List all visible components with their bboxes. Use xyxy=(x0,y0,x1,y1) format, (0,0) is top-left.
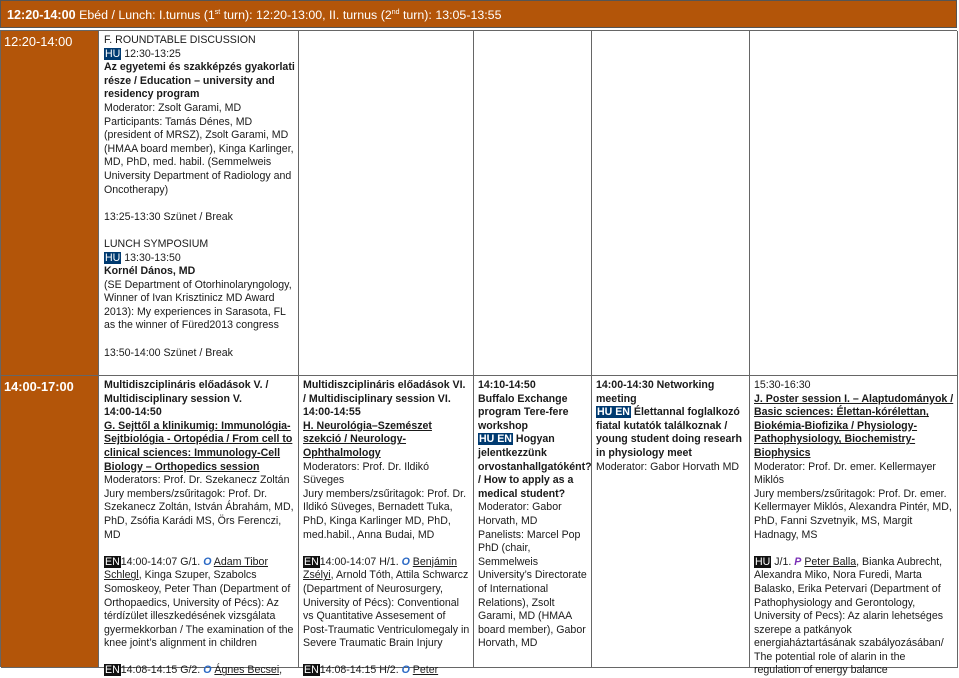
row-time-cell xyxy=(1,376,99,668)
poster-badge: P xyxy=(794,555,802,568)
schedule-grid xyxy=(0,30,957,677)
presenting-author: Ágnes Becsei xyxy=(214,664,280,677)
schedule-row-lunch xyxy=(1,31,958,376)
language-badge: HU EN xyxy=(479,433,512,446)
roundtable-topic: Az egyetemi és szakképzés gyakorlati része / Education – university and residency program xyxy=(104,61,295,101)
poster-j1: HU J/1. P Peter Balla, Bianka Aubrecht, Alexandra Miko, Nora Furedi, Marta Balasko, Erika Petervari (Department of Pathophysiology and Gerontology, University of Pecs): Az alarin lehetséges szerepe a patkányok energiaháztartásának szabályozásában/ The potential role of alarin in the regulation of energy balance xyxy=(754,555,944,677)
oral-badge: O xyxy=(401,555,410,568)
empty-cell xyxy=(474,31,592,376)
poster-jury: Jury members/zsűritagok: Prof. Dr. emer. Kellermayer Miklós, Alexandra Pintér, MD, PhD, Fanni Szvetnyik, MS, Margit Hadnagy, MS xyxy=(754,487,952,541)
presenting-author: Peter xyxy=(412,664,439,677)
language-badge: HU EN xyxy=(597,406,630,419)
oral-badge: O xyxy=(203,664,212,677)
language-badge: EN xyxy=(105,664,120,677)
talk-h1: EN14:00-14:07 H/1. O Benjámin Zsélyi, Arnold Tóth, Attila Schwarcz (Department of Neurosurgery, University of Pécs): Conventional vs Quantitative Assesement of Post-Traumatic Ventriculomegaly in Severe Traumatic Brain Injury xyxy=(303,555,470,650)
symposium-title: LUNCH SYMPOSIUM xyxy=(104,237,209,250)
symposium-break: 13:50-14:00 Szünet / Break xyxy=(104,346,233,359)
session-vi-section: H. Neurológia–Szemészet szekció / Neurology-Ophthalmology xyxy=(303,419,432,459)
poster-time: 15:30-16:30 xyxy=(754,379,811,391)
networking-cell xyxy=(592,376,750,668)
session-v-title: Multidiszciplináris előadások V. / Multidisciplinary session V. xyxy=(104,379,269,405)
talk-g1: EN14:00-14:07 G/1. O Adam Tibor Schlegl, Kinga Szuper, Szabolcs Somoskeoy, Peter Than (Department of Orthopaedics, University of Pécs): Az térdízület illeszkedésének vizsgálata gyermekkorban / The examination of the knee joint’s alignment in children xyxy=(104,555,294,650)
language-badge: HU xyxy=(105,251,121,264)
session-v-moderators: Moderators: Prof. Dr. Szekanecz Zoltán xyxy=(104,474,290,487)
roundtable-participants: Participants: Tamás Dénes, MD (president of MRSZ), Zsolt Garami, MD (HMAA board member), Kinga Karlinger, MD, PhD, med. habil. (Semmelweis University Department of Radiology and Oncotherapy) xyxy=(104,115,294,196)
session-vi-jury: Jury members/zsűritagok: Prof. Dr. Ildikó Süveges, Bernadett Tuka, PhD, Kinga Karlinger MD, PhD, med.habil., Anna Budai, MD xyxy=(303,487,467,541)
empty-cell xyxy=(592,31,750,376)
session-vi-time: 14:00-14:55 xyxy=(303,406,361,419)
empty-cell xyxy=(750,31,958,376)
poster-section-label: J. Poster session I. xyxy=(754,392,850,405)
networking-moderator: Moderator: Gabor Horvath MD xyxy=(596,460,740,473)
roundtable-moderator: Moderator: Zsolt Garami, MD xyxy=(104,101,242,114)
buffalo-time: 14:10-14:50 xyxy=(478,379,536,391)
symposium-speaker: Kornél Dános, MD xyxy=(104,265,196,278)
roundtable-time-line xyxy=(104,48,295,62)
talk-h2: EN14:08-14:15 H/2. O Peter xyxy=(304,664,439,677)
oral-badge: O xyxy=(401,664,410,677)
language-badge: HU xyxy=(755,555,771,568)
buffalo-headline: HU EN Hogyan jelentkezzünk orvostanhallgatóként? / How to apply as a medical student? xyxy=(478,433,592,500)
roundtable-cell xyxy=(99,31,299,376)
poster-moderator: Moderator: Prof. Dr. emer. Kellermayer Miklós xyxy=(754,460,936,487)
symposium-details: (SE Department of Otorhinolaryngology, Winner of Ivan Krisztinicz MD Award 2013): My experiences in Sarasota, FL as the winner of Füred2013 congress xyxy=(104,278,292,332)
language-badge: EN xyxy=(304,555,319,568)
session-vi-title: Multidiszciplináris előadások VI. / Multidisciplinary session VI. xyxy=(303,379,466,405)
roundtable-time: 12:30-13:25 xyxy=(121,47,181,60)
networking-title: 14:00-14:30 Networking meeting xyxy=(596,379,715,405)
session-vi-cell xyxy=(299,376,474,677)
session-vi-moderators: Moderators: Prof. Dr. Ildikó Süveges xyxy=(303,460,429,487)
presenting-author: Peter Balla xyxy=(804,555,857,568)
session-v-cell xyxy=(99,376,299,677)
buffalo-cell xyxy=(474,376,592,668)
poster-section: J. Poster session I. – Alaptudományok / Basic sciences: Élettan-kórélettan, Biokémia-Biofizika / Physiology-Pathophysiology, Biochemistry-Biophysics xyxy=(754,392,954,459)
poster-cell xyxy=(750,376,958,677)
row-time-cell xyxy=(1,31,99,376)
lunch-header-bar xyxy=(0,0,957,28)
session-v-time: 14:00-14:50 xyxy=(104,406,162,419)
session-v-section: G. Sejttől a klinikumig: Immunológia-Sejtbiológia - Ortopédia / From cell to clinical sciences: Immunology-Cell Biology – Orthopedics session xyxy=(104,419,293,473)
buffalo-title: Buffalo Exchange program Tere-fere workshop xyxy=(478,392,569,432)
row-time-label: 14:00-17:00 xyxy=(4,379,74,394)
language-badge: HU xyxy=(105,47,121,60)
oral-badge: O xyxy=(203,555,212,568)
buffalo-moderator: Moderator: Gabor Horvath, MD xyxy=(478,501,562,527)
networking-headline: HU EN Élettannal foglalkozó fiatal kutatók találkoznak / young student doing researh in physiology meet xyxy=(596,406,742,459)
lunch-header-text xyxy=(7,2,501,28)
roundtable-title: F. ROUNDTABLE DISCUSSION xyxy=(104,34,256,46)
presenting-author: Adam Tibor Schlegl xyxy=(104,555,268,582)
presenting-author: Benjámin Zsélyi xyxy=(303,555,457,582)
talk-g2: EN14:08-14:15 G/2. O Ágnes Becsei, xyxy=(105,664,283,677)
session-v-jury: Jury members/zsűritagok: Prof. Dr. Szekanecz Zoltán, István Ábrahám, MD, PhD, Zsófia Karádi MS, Örs Ferenczi, MD xyxy=(104,487,294,541)
schedule-row-afternoon xyxy=(1,376,958,677)
lunch-header-desc: Ebéd / Lunch: I.turnus (1st turn): 12:20-13:00, II. turnus (2nd turn): 13:05-13:55 xyxy=(75,8,502,22)
language-badge: EN xyxy=(105,555,120,568)
roundtable-break: 13:25-13:30 Szünet / Break xyxy=(104,210,233,223)
empty-cell xyxy=(299,31,474,376)
row-time-label: 12:20-14:00 xyxy=(4,34,73,49)
symposium-time-line xyxy=(104,252,295,266)
lunch-header-time: 12:20-14:00 xyxy=(7,8,76,22)
symposium-time: 13:30-13:50 xyxy=(121,251,181,264)
language-badge: EN xyxy=(304,664,319,677)
buffalo-panelists: Panelists: Marcel Pop PhD (chair, Semmelweis University’s Directorate of International Relations), Zsolt Garami, MD (HMAA board member), Gabor Horvath, MD xyxy=(478,528,587,650)
